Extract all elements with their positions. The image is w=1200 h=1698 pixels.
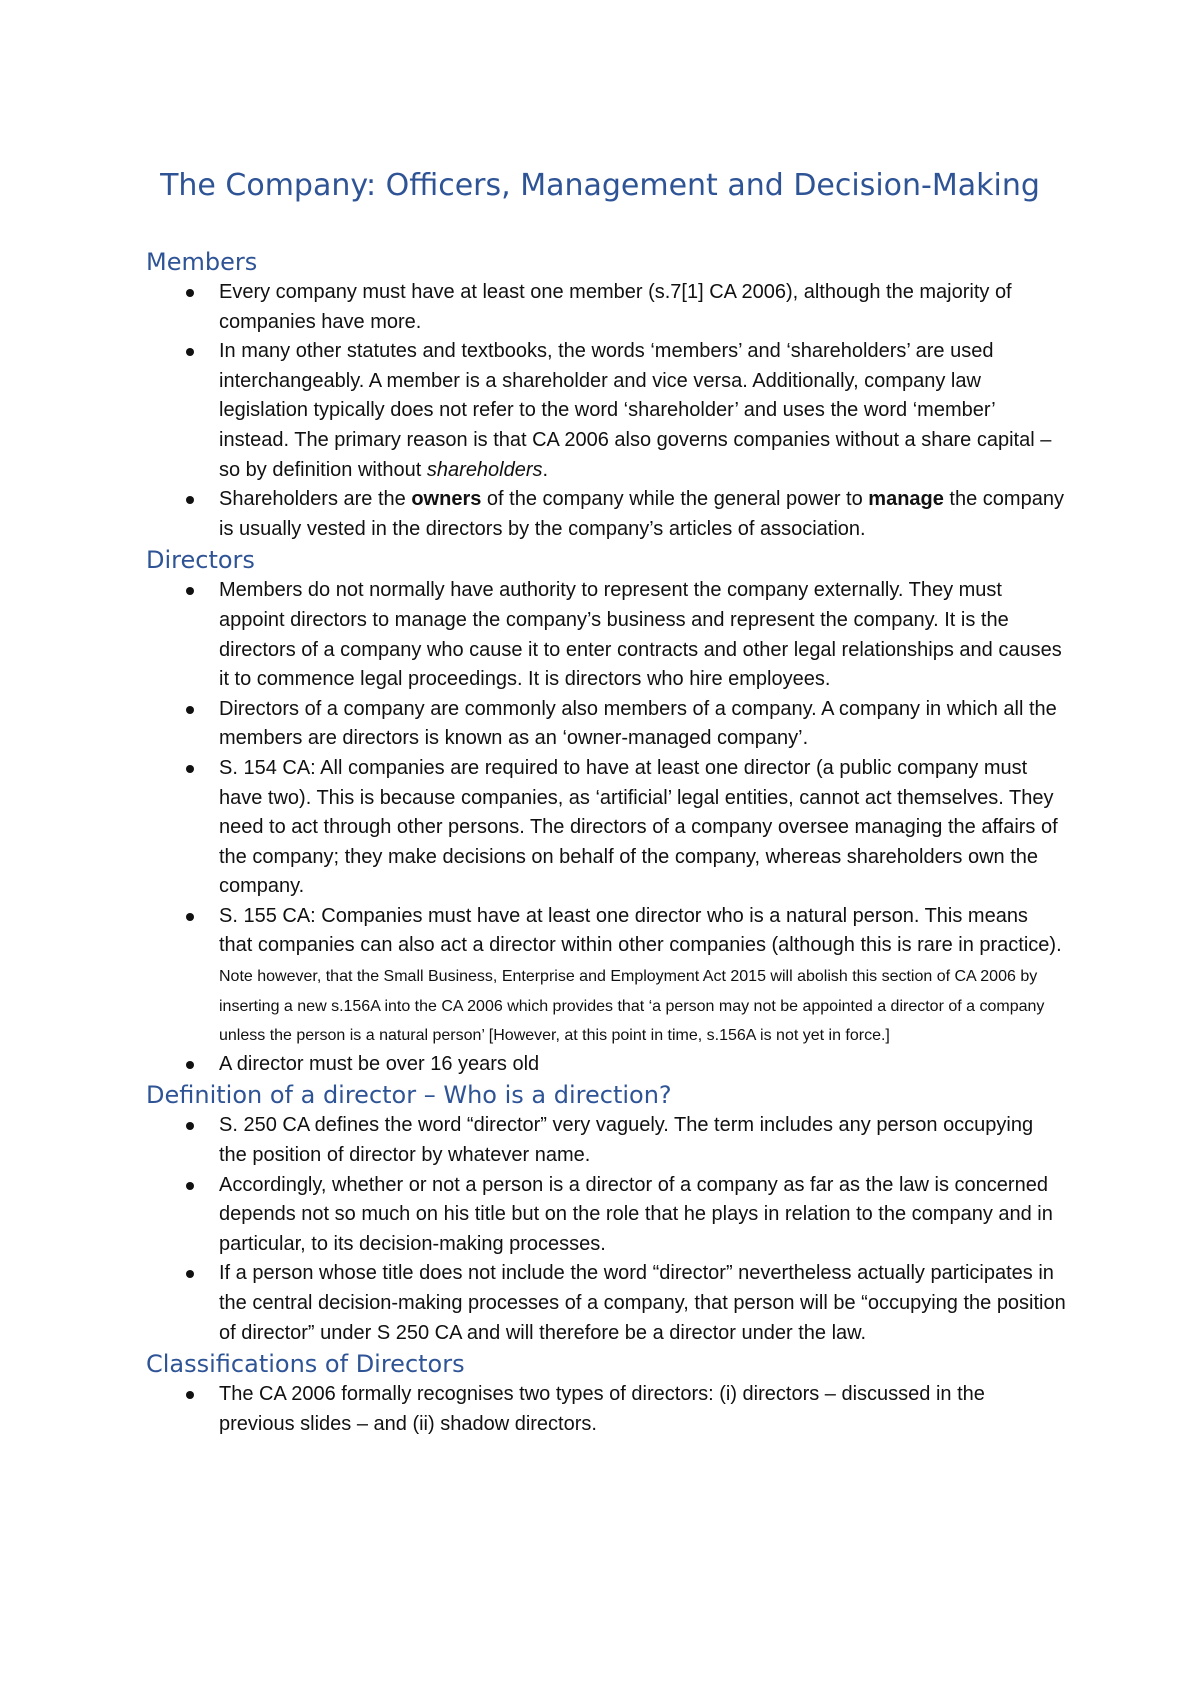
bullet-icon [186, 1122, 194, 1130]
bullet-icon [186, 289, 194, 297]
list-item-text: S. 250 CA defines the word “director” very vaguely. The term includes any person occupying the position of director by whatever name. [219, 1114, 1034, 1167]
list-item [146, 1111, 1066, 1170]
bold-text: owners [411, 488, 482, 511]
list-item [146, 1171, 1066, 1260]
list-item [146, 278, 1066, 337]
bold-text: manage [868, 488, 944, 511]
document-body [146, 246, 1066, 1439]
section-heading-directors: Directors [146, 546, 255, 575]
list-item-text: Shareholders are the [219, 488, 412, 511]
bullet-icon [186, 765, 194, 773]
list-item [146, 337, 1066, 485]
bullet-icon [186, 348, 194, 356]
list-item [146, 485, 1066, 544]
section-heading-definition: Definition of a director – Who is a direction? [146, 1081, 672, 1110]
bullet-icon [186, 1061, 194, 1069]
list-item-text: the company is usually vested in the directors by the company’s articles of association. [219, 488, 1064, 540]
list-item-text: In many other statutes and textbooks, the words ‘members’ and ‘shareholders’ are used interchangeably. A member is a shareholder and vice versa. Additionally, company law legislation typically does not refer to the word ‘shareholder’ and uses the word ‘member’ instead. The primary reason is that CA 2006 also governs companies without a share capital – so by definition without [219, 340, 1052, 481]
list-item-text-end: . [542, 458, 549, 481]
italic-text: shareholders [426, 458, 543, 481]
bullet-icon [186, 1391, 194, 1399]
section-heading-classifications: Classifications of Directors [146, 1350, 465, 1379]
list-item-text: If a person whose title does not include the word “director” nevertheless actually participates in the central decision-making processes of a company, that person will be “occupying the position of director” under S 250 CA and will therefore be a director under the law. [219, 1262, 1066, 1344]
page-title: The Company: Officers, Management and Decision-Making [160, 168, 1040, 203]
list-item [146, 1259, 1066, 1348]
bullet-icon [186, 1270, 194, 1278]
small-note-text: Note however, that the Small Business, Enterprise and Employment Act 2015 will abolish this section of CA 2006 by inserting a new s.156A into the CA 2006 which provides that ‘a person may not be appointed a director of a company unless the person is a natural person’ [However, at this point in time, s.156A is not yet in force.] [219, 968, 1045, 1045]
list-item-text: of the company while the general power to [481, 488, 869, 511]
bullet-icon [186, 1182, 194, 1190]
list-item-text: The CA 2006 formally recognises two types of directors: (i) directors – discussed in the previous slides – and (ii) shadow directors. [219, 1383, 985, 1435]
section-heading-members: Members [146, 248, 258, 276]
classifications-list [146, 1380, 1066, 1439]
list-item [146, 902, 1066, 1050]
list-item-text: Directors of a company are commonly also members of a company. A company in which all the members are directors is known as an ‘owner-managed company’. [219, 697, 1057, 750]
members-list [146, 278, 1066, 544]
bullet-icon [186, 913, 194, 921]
bullet-icon [186, 496, 194, 504]
list-item [146, 1380, 1066, 1439]
bullet-icon [186, 587, 194, 595]
list-item-text: S. 155 CA: Companies must have at least one director who is a natural person. This means that companies can also act a director within other companies (although this is rare in practice). [219, 904, 1062, 957]
list-item [146, 754, 1066, 902]
list-item-text: Accordingly, whether or not a person is a director of a company as far as the law is concerned depends not so much on his title but on the role that he plays in relation to the company and in particular, to its decision-making processes. [219, 1173, 1053, 1255]
list-item-text: Every company must have at least one member (s.7[1] CA 2006), although the majority of companies have more. [219, 281, 1012, 333]
list-item-text: Members do not normally have authority to represent the company externally. They must appoint directors to manage the company’s business and represent the company. It is the directors of a company who cause it to enter contracts and other legal relationships and causes it to commence legal proceedings. It is directors who hire employees. [219, 579, 1062, 691]
list-item [146, 576, 1066, 694]
list-item [146, 1050, 1066, 1080]
definition-list [146, 1111, 1066, 1348]
list-item-text: S. 154 CA: All companies are required to have at least one director (a public company must have two). This is because companies, as ‘artificial’ legal entities, cannot act themselves. They need to act through other persons. The directors of a company oversee managing the affairs of the company; they make decisions on behalf of the company, whereas shareholders own the company. [219, 756, 1058, 898]
bullet-icon [186, 706, 194, 714]
directors-list [146, 576, 1066, 1079]
list-item-text: A director must be over 16 years old [219, 1052, 540, 1075]
list-item [146, 695, 1066, 754]
